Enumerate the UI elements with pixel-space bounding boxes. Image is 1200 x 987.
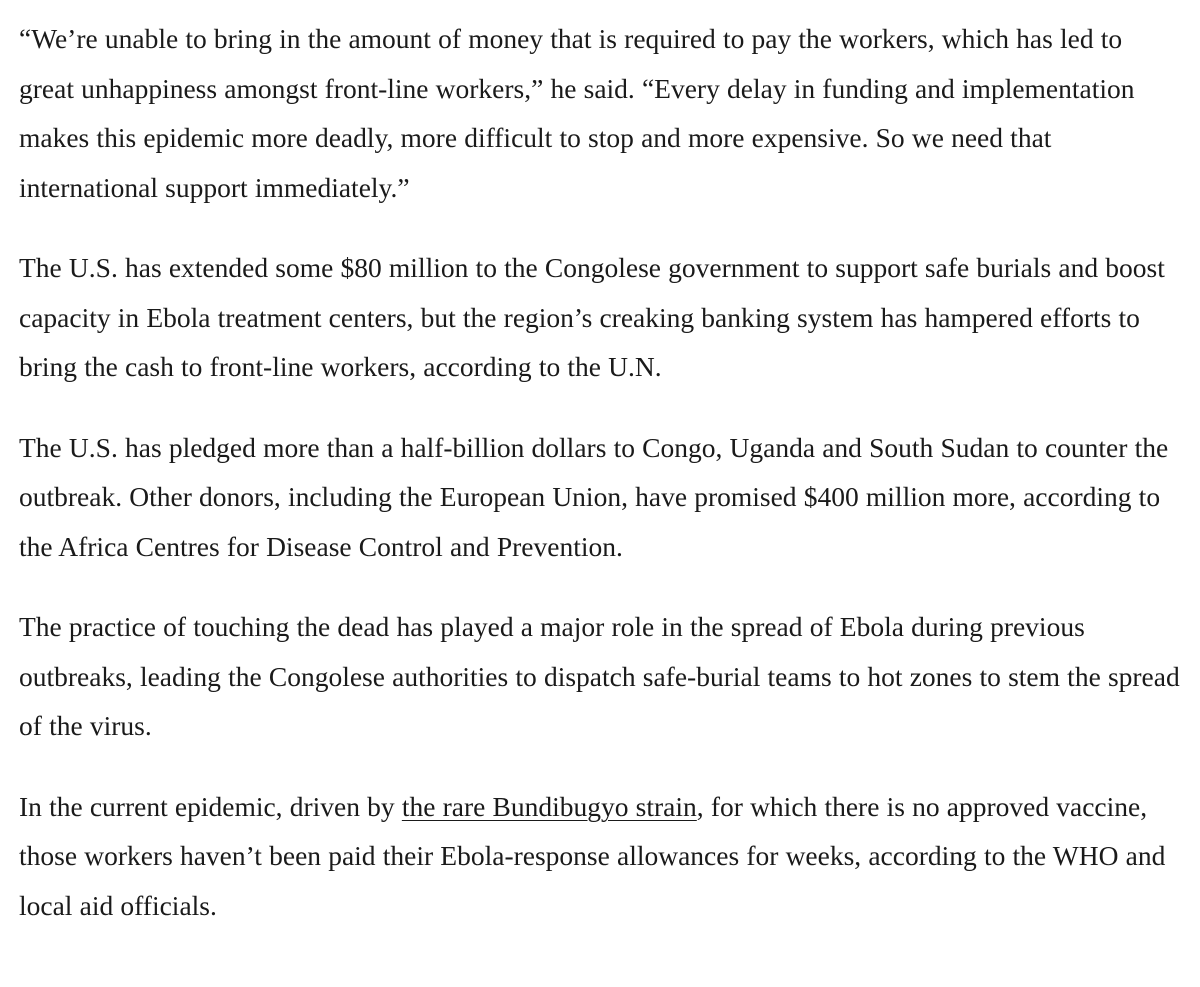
paragraph-text-before-link: In the current epidemic, driven by — [19, 790, 402, 822]
paragraph-current-epidemic — [19, 782, 1184, 931]
bundibugyo-strain-link[interactable]: the rare Bundibugyo strain — [401, 790, 697, 822]
paragraph-safe-burial: The practice of touching the dead has played a major role in the spread of Ebola during previous outbreaks, leading the Congolese authorities to dispatch safe-burial teams to hot zones to stem the spread of the virus. — [19, 611, 1180, 741]
article-body — [19, 14, 1184, 961]
paragraph-us-extended-funds: The U.S. has extended some $80 million to the Congolese government to support safe burials and boost capacity in Ebola treatment centers, but the region’s creaking banking system has hampered efforts to bring the cash to front-line workers, according to the U.N. — [19, 252, 1165, 382]
paragraph-funding-quote: “We’re unable to bring in the amount of money that is required to pay the workers, which has led to great unhappiness amongst front-line workers,” he said. “Every delay in funding and implementation makes this epidemic more deadly, more difficult to stop and more expensive. So we need that international support immediately.” — [19, 23, 1135, 203]
paragraph-text-after-link: , for which there is no approved vaccine, those workers haven’t been paid their Ebola-response allowances for weeks, according to the WHO and local aid officials. — [19, 790, 1166, 921]
paragraph-us-pledge: The U.S. has pledged more than a half-billion dollars to Congo, Uganda and South Sudan to counter the outbreak. Other donors, including the European Union, have promised $400 million more, according to the Africa Centres for Disease Control and Prevention. — [19, 431, 1169, 562]
